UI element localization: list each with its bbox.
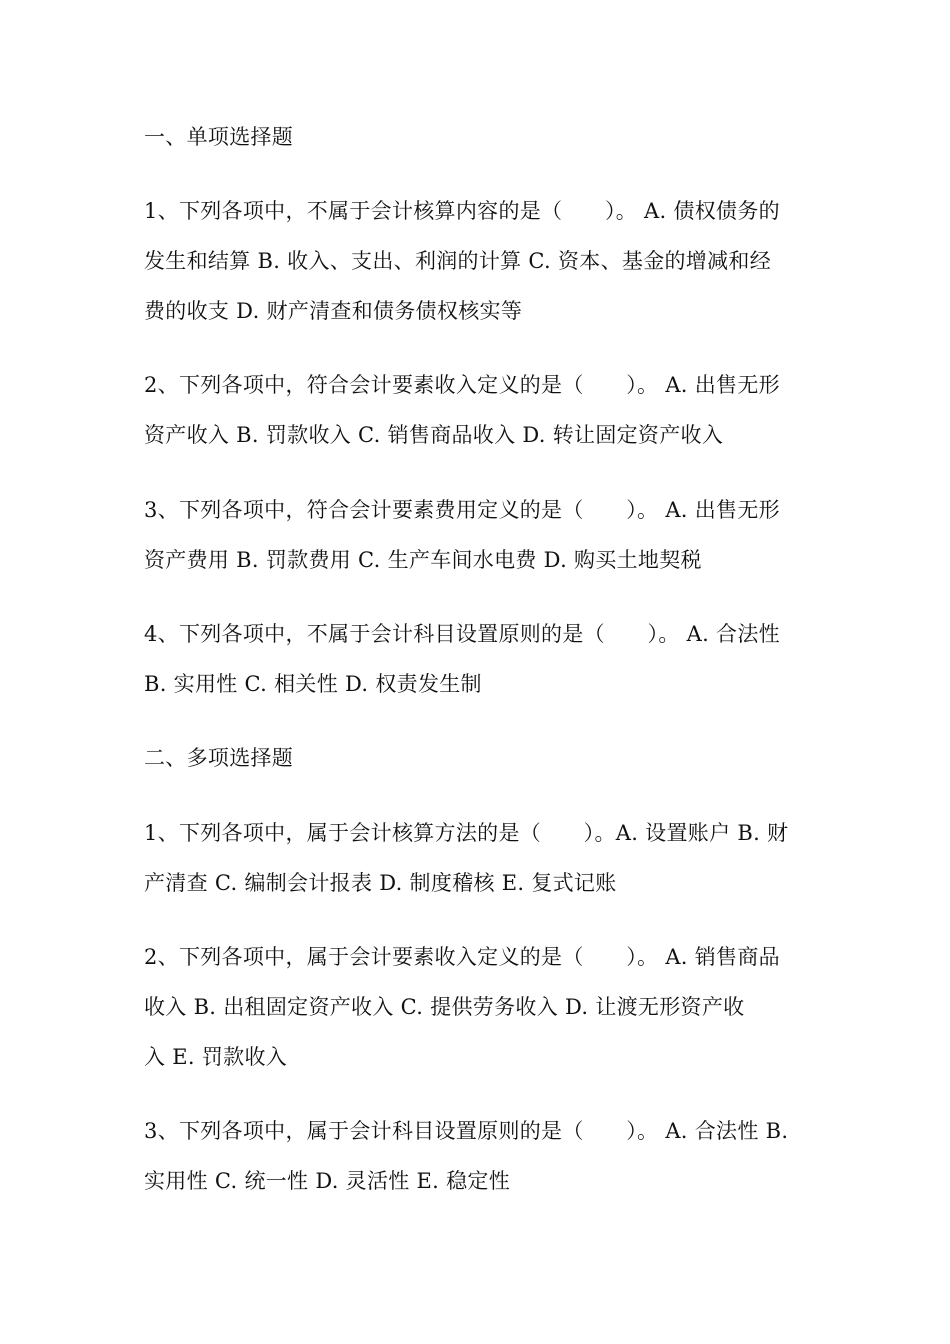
question-line: 2、下列各项中，符合会计要素收入定义的是（ ）。 A. 出售无形 bbox=[144, 373, 780, 397]
question-line: 资产收入 B. 罚款收入 C. 销售商品收入 D. 转让固定资产收入 bbox=[144, 423, 724, 447]
question-line: 3、下列各项中，符合会计要素费用定义的是（ ）。 A. 出售无形 bbox=[144, 498, 780, 522]
section-heading-text: 一、单项选择题 bbox=[144, 125, 294, 149]
question-line: 1、下列各项中，不属于会计核算内容的是（ ）。 A. 债权债务的 bbox=[144, 199, 780, 223]
question-multiple-2 bbox=[144, 932, 809, 1082]
question-line: 发生和结算 B. 收入、支出、利润的计算 C. 资本、基金的增减和经 bbox=[144, 249, 772, 273]
section-heading-single-choice bbox=[144, 112, 809, 162]
question-line: 1、下列各项中，属于会计核算方法的是（ ）。A. 设置账户 B. 财 bbox=[144, 821, 789, 845]
section-heading-multiple-choice bbox=[144, 733, 809, 783]
question-line: 4、下列各项中，不属于会计科目设置原则的是（ ）。 A. 合法性 bbox=[144, 622, 780, 646]
section-heading-text: 二、多项选择题 bbox=[144, 746, 294, 770]
question-multiple-3 bbox=[144, 1106, 809, 1206]
question-line: 费的收支 D. 财产清查和债务债权核实等 bbox=[144, 299, 523, 323]
question-line: 资产费用 B. 罚款费用 C. 生产车间水电费 D. 购买土地契税 bbox=[144, 548, 702, 572]
question-single-4 bbox=[144, 609, 809, 709]
question-line: B. 实用性 C. 相关性 D. 权责发生制 bbox=[144, 672, 482, 696]
question-line: 收入 B. 出租固定资产收入 C. 提供劳务收入 D. 让渡无形资产收 bbox=[144, 995, 745, 1019]
question-single-1 bbox=[144, 186, 809, 336]
question-line: 实用性 C. 统一性 D. 灵活性 E. 稳定性 bbox=[144, 1169, 511, 1193]
question-line: 入 E. 罚款收入 bbox=[144, 1045, 288, 1069]
question-line: 2、下列各项中，属于会计要素收入定义的是（ ）。 A. 销售商品 bbox=[144, 945, 780, 969]
question-multiple-1 bbox=[144, 808, 809, 908]
question-line: 产清查 C. 编制会计报表 D. 制度稽核 E. 复式记账 bbox=[144, 871, 617, 895]
question-line: 3、下列各项中，属于会计科目设置原则的是（ ）。 A. 合法性 B. bbox=[144, 1119, 789, 1143]
question-single-3 bbox=[144, 485, 809, 585]
question-single-2 bbox=[144, 360, 809, 460]
